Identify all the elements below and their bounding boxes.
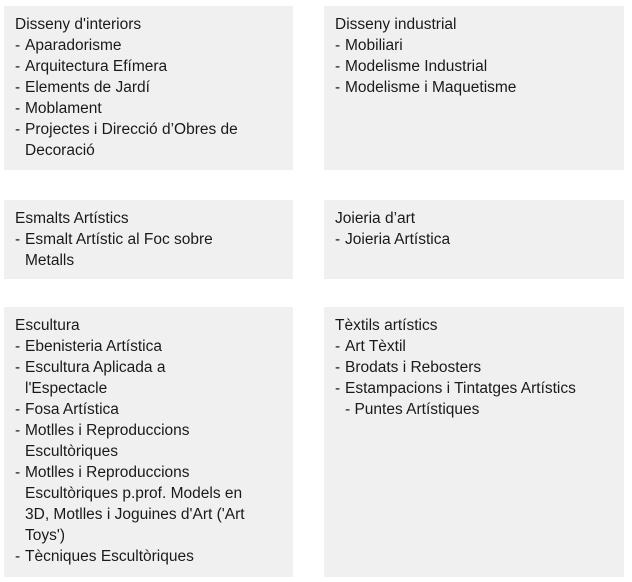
list-item[interactable]: - Projectes i Direcció d’Obres de Decoració bbox=[15, 119, 260, 161]
item-list bbox=[15, 336, 260, 567]
list-item[interactable]: - Art Tèxtil bbox=[335, 336, 614, 357]
list-item[interactable]: - Ebenisteria Artística bbox=[15, 336, 260, 357]
list-item[interactable]: - Joieria Artística bbox=[335, 229, 614, 250]
list-item[interactable]: - Modelisme i Maquetisme bbox=[335, 77, 614, 98]
list-item[interactable]: - Brodats i Rebosters bbox=[335, 357, 614, 378]
item-list bbox=[15, 35, 260, 161]
item-list bbox=[335, 229, 614, 250]
card-title: Tèxtils artístics bbox=[335, 317, 438, 334]
list-item[interactable]: - Moblament bbox=[15, 98, 260, 119]
card-title: Disseny d'interiors bbox=[15, 16, 142, 33]
card-disseny-interiors bbox=[4, 6, 293, 170]
list-item[interactable]: - Motlles i Reproduccions Escultòriques bbox=[15, 420, 225, 462]
list-item[interactable]: - Mobiliari bbox=[335, 35, 614, 56]
list-item[interactable]: - Elements de Jardí bbox=[15, 77, 260, 98]
card-esmalts-artistics bbox=[4, 200, 293, 279]
list-item[interactable]: - Fosa Artística bbox=[15, 399, 260, 420]
list-item[interactable]: - Escultura Aplicada a l'Espectacle bbox=[15, 357, 195, 399]
card-title: Escultura bbox=[15, 317, 80, 334]
list-item[interactable]: - Tècniques Escultòriques bbox=[15, 546, 260, 567]
item-list bbox=[335, 35, 614, 98]
card-title: Joieria d’art bbox=[335, 210, 416, 227]
item-list bbox=[15, 229, 250, 271]
list-item[interactable]: - Modelisme Industrial bbox=[335, 56, 614, 77]
list-item[interactable]: - Aparadorisme bbox=[15, 35, 260, 56]
list-item[interactable]: - Arquitectura Efímera bbox=[15, 56, 260, 77]
card-textils-artistics bbox=[324, 307, 624, 577]
card-joieria-art bbox=[324, 200, 624, 279]
item-list bbox=[335, 336, 614, 420]
list-item[interactable]: - Motlles i Reproduccions Escultòriques p.prof. Models en 3D, Motlles i Joguines d'Art ('Art Toys') bbox=[15, 462, 260, 546]
list-item[interactable]: - Esmalt Artístic al Foc sobre Metalls bbox=[15, 229, 250, 271]
list-item[interactable]: - Estampacions i Tintatges Artístics - Puntes Artístiques bbox=[335, 378, 580, 420]
card-title: Disseny industrial bbox=[335, 16, 457, 33]
card-escultura bbox=[4, 307, 293, 577]
card-title: Esmalts Artístics bbox=[15, 210, 129, 227]
card-disseny-industrial bbox=[324, 6, 624, 170]
